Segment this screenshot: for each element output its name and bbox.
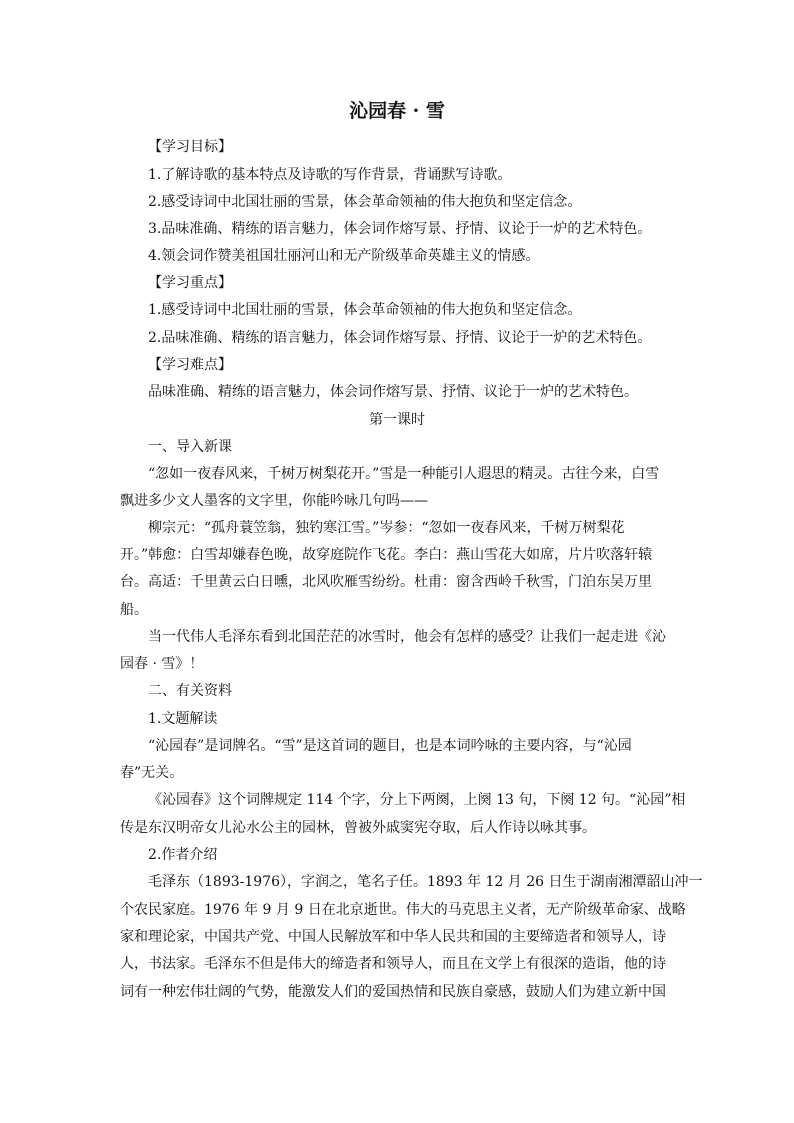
key-points-heading: 【学习重点】 bbox=[148, 275, 232, 291]
paragraph-line: 台。高适：千里黄云白日曛，北风吹雁雪纷纷。杜甫：窗含西岭千秋雪，门泊东吴万里 bbox=[120, 574, 652, 590]
paragraph-line: 词有一种宏伟壮阔的气势，能激发人们的爱国热情和民族自豪感，鼓励人们为建立新中国 bbox=[120, 984, 666, 1000]
paragraph-line: 毛泽东（1893-1976），字润之，笔名子任。1893 年 12 月 26 日生于湖南湘潭韶山冲一 bbox=[148, 874, 703, 890]
subsection-heading: 2.作者介绍 bbox=[148, 847, 218, 863]
difficulties-text: 品味准确、精练的语言魅力，体会词作熔写景、抒情、议论于一炉的艺术特色。 bbox=[148, 384, 638, 400]
goal-item: 2.感受诗词中北国壮丽的雪景，体会革命领袖的伟大抱负和坚定信念。 bbox=[148, 194, 582, 210]
subsection-heading: 1.文题解读 bbox=[148, 711, 218, 727]
key-point-item: 2.品味准确、精练的语言魅力，体会词作熔写景、抒情、议论于一炉的艺术特色。 bbox=[148, 330, 652, 346]
goal-item: 3.品味准确、精练的语言魅力，体会词作熔写景、抒情、议论于一炉的艺术特色。 bbox=[148, 221, 652, 237]
paragraph-line: “忽如一夜春风来，千树万树梨花开。”雪是一种能引人遐思的精灵。古往今来，白雪 bbox=[148, 466, 660, 482]
paragraph-line: 飘进多少文人墨客的文字里，你能吟咏几句吗—— bbox=[120, 493, 428, 509]
paragraph-line: 家和理论家，中国共产党、中国人民解放军和中华人民共和国的主要缔造者和领导人，诗 bbox=[120, 929, 666, 945]
paragraph-line: “沁园春”是词牌名。“雪”是这首词的题目，也是本词吟咏的主要内容，与“沁园 bbox=[148, 738, 632, 754]
paragraph-line: 柳宗元：“孤舟蓑笠翁，独钓寒江雪。”岑参：“忽如一夜春风来，千树万树梨花 bbox=[148, 520, 625, 536]
lesson-title: 第一课时 bbox=[369, 412, 425, 428]
paragraph-line: 春”无关。 bbox=[120, 765, 184, 781]
key-point-item: 1.感受诗词中北国壮丽的雪景，体会革命领袖的伟大抱负和坚定信念。 bbox=[148, 302, 582, 318]
goals-heading: 【学习目标】 bbox=[148, 139, 232, 155]
section2-heading: 二、有关资料 bbox=[148, 683, 232, 699]
paragraph-line: 《沁园春》这个词牌规定 114 个字，分上下两阕，上阕 13 句，下阕 12 句。“沁园”相 bbox=[148, 792, 686, 808]
paragraph-line: 园春 · 雪》！ bbox=[120, 656, 204, 672]
goal-item: 4.领会词作赞美祖国壮丽河山和无产阶级革命英雄主义的情感。 bbox=[148, 248, 540, 264]
paragraph-line: 船。 bbox=[120, 602, 148, 618]
paragraph-line: 开。”韩愈：白雪却嫌春色晚，故穿庭院作飞花。李白：燕山雪花大如席，片片吹落轩辕 bbox=[120, 547, 653, 563]
section1-heading: 一、导入新课 bbox=[148, 439, 232, 455]
paragraph-line: 传是东汉明帝女儿沁水公主的园林，曾被外戚窦宪夺取，后人作诗以咏其事。 bbox=[120, 820, 596, 836]
document-title: 沁园春 · 雪 bbox=[349, 100, 445, 122]
goal-item: 1.了解诗歌的基本特点及诗歌的写作背景，背诵默写诗歌。 bbox=[148, 167, 512, 183]
difficulties-heading: 【学习难点】 bbox=[148, 357, 232, 373]
paragraph-line: 当一代伟人毛泽东看到北国茫茫的冰雪时，他会有怎样的感受？让我们一起走进《沁 bbox=[148, 629, 666, 645]
paragraph-line: 个农民家庭。1976 年 9 月 9 日在北京逝世。伟大的马克思主义者，无产阶级革命家、战略 bbox=[120, 902, 686, 918]
paragraph-line: 人，书法家。毛泽东不但是伟大的缔造者和领导人，而且在文学上有很深的造诣，他的诗 bbox=[120, 956, 666, 972]
